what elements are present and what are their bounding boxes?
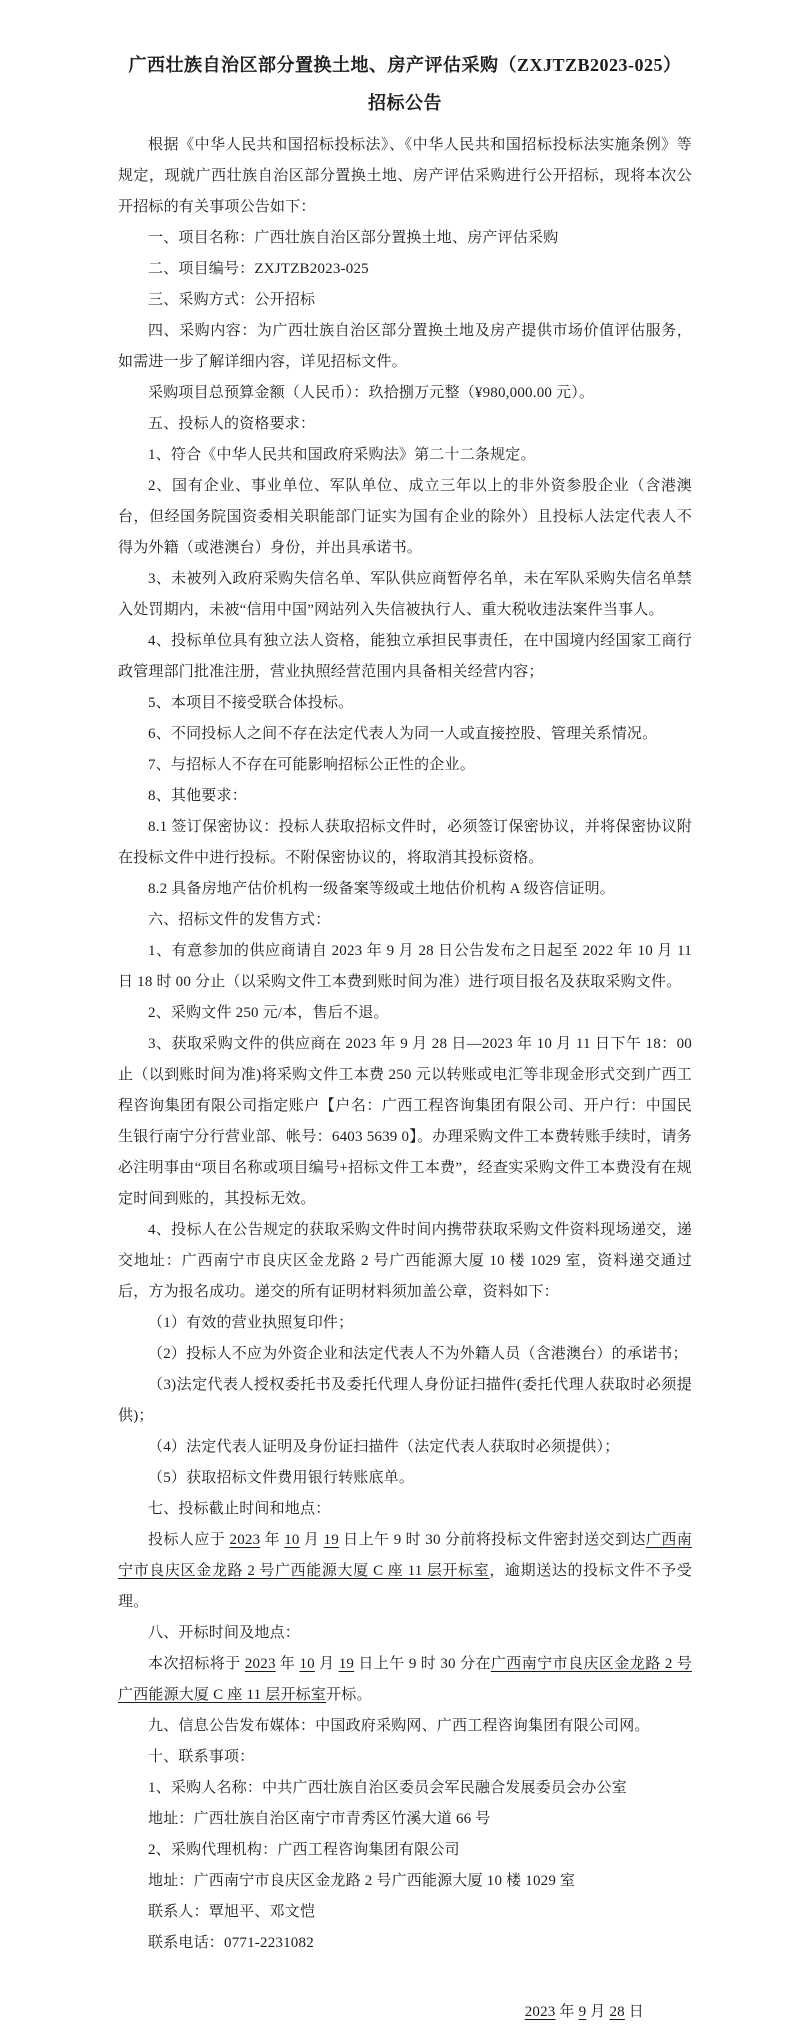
text-run: 根据《中华人民共和国招标投标法》、《中华人民共和国招标投标法实施条例》等规定，现就广西壮族自治区部分置换土地、房产评估采购进行公开招标，现将本次公开招标的有关事项公告如下： [118,137,692,215]
text-run: 1、采购人名称：中共广西壮族自治区委员会军民融合发展委员会办公室 [148,1780,627,1796]
document-title-line2: 招标公告 [368,93,442,113]
text-run: 月 [314,1656,339,1672]
paragraph [118,564,692,626]
underlined-text-run: 10 [284,1532,300,1548]
underlined-text-run: 19 [338,1656,355,1672]
paragraph [118,1339,692,1370]
text-run: （3)法定代表人授权委托书及委托代理人身份证扫描件(委托代理人获取时必须提供)； [118,1377,692,1424]
paragraph [118,1494,692,1525]
underlined-text-run: 9 [578,2004,587,2020]
paragraph [118,285,692,316]
paragraph [118,1866,692,1897]
text-run: 二、项目编号：ZXJTZB2023-025 [148,261,369,277]
document-date [118,1997,692,2028]
paragraph [118,1835,692,1866]
paragraph [118,1463,692,1494]
text-run: 2、国有企业、事业单位、军队单位、成立三年以上的非外资参股企业（含港澳台，但经国务院国资委相关职能部门证实为国有企业的除外）且投标人法定代表人不得为外籍（或港澳台）身份，并出具承诺书。 [118,478,692,556]
underlined-text-run: 2023 [244,1656,276,1672]
paragraph [118,874,692,905]
text-run: （4）法定代表人证明及身份证扫描件（法定代表人获取时必须提供）； [148,1439,620,1455]
paragraph [118,1308,692,1339]
paragraph [118,316,692,378]
text-run: ，逾期送达的投标文件不予受理。 [118,1563,692,1610]
text-run: 地址：广西壮族自治区南宁市青秀区竹溪大道 66 号 [148,1811,491,1827]
text-run: 8、其他要求： [148,788,247,804]
text-run: 4、投标单位具有独立法人资格，能独立承担民事责任，在中国境内经国家工商行政管理部门批准注册，营业执照经营范围内具备相关经营内容； [118,633,692,680]
paragraph [118,1804,692,1835]
text-run: 日上午 9 时 30 分前将投标文件密封送交到达 [338,1532,646,1548]
text-run: 七、投标截止时间和地点： [148,1501,331,1517]
underlined-text-run: 10 [299,1656,315,1672]
text-run: 本次招标将于 [148,1656,245,1672]
text-run: 一、项目名称：广西壮族自治区部分置换土地、房产评估采购 [148,230,559,246]
text-run: 7、与招标人不存在可能影响招标公正性的企业。 [148,757,475,773]
text-run: 月 [586,2004,610,2020]
paragraph [118,1618,692,1649]
paragraph [118,812,692,874]
text-run: （5）获取招标文件费用银行转账底单。 [148,1470,415,1486]
text-run: 3、未被列入政府采购失信名单、军队供应商暂停名单，未在军队采购失信名单禁入处罚期内，未被“信用中国”网站列入失信被执行人、重大税收违法案件当事人。 [118,571,692,618]
text-run: 年 [555,2004,579,2020]
text-run: 5、本项目不接受联合体投标。 [148,695,354,711]
paragraph [118,1928,692,1959]
text-run: 日 [624,2004,644,2020]
text-run: 六、招标文件的发售方式： [148,912,331,928]
underlined-text-run: 19 [323,1532,339,1548]
text-run: 开标。 [326,1687,372,1703]
paragraph [118,409,692,440]
paragraph [118,440,692,471]
paragraph [118,1711,692,1742]
text-run: 2、采购代理机构：广西工程咨询集团有限公司 [148,1842,460,1858]
text-run: 日上午 9 时 30 分在 [354,1656,491,1672]
text-run: 2、采购文件 250 元/本，售后不退。 [148,1005,389,1021]
text-run: 8.2 具备房地产估价机构一级备案等级或土地估价机构 A 级咨信证明。 [148,881,616,897]
paragraph [118,1897,692,1928]
text-run: 五、投标人的资格要求： [148,416,316,432]
text-run: 4、投标人在公告规定的获取采购文件时间内携带获取采购文件资料现场递交，递交地址：广西南宁市良庆区金龙路 2 号广西能源大厦 10 楼 1029 室，资料递交通过后，方为报名成功。递交的所有证明材料须加盖公章，资料如下： [118,1222,692,1300]
text-run: 1、有意参加的供应商请自 2023 年 9 月 28 日公告发布之日起至 2022 年 10 月 11 日 18 时 00 分止（以采购文件工本费到账时间为准）进行项目报名及获取采购文件。 [118,943,692,990]
text-run: 八、开标时间及地点： [148,1625,301,1641]
text-run: 8.1 签订保密协议：投标人获取招标文件时，必须签订保密协议，并将保密协议附在投标文件中进行投标。不附保密协议的，将取消其投标资格。 [118,819,692,866]
paragraph [118,1370,692,1432]
paragraph [118,1029,692,1215]
paragraph [118,719,692,750]
paragraph [118,998,692,1029]
text-run: （2）投标人不应为外资企业和法定代表人不为外籍人员（含港澳台）的承诺书； [148,1346,688,1362]
text-run: 九、信息公告发布媒体：中国政府采购网、广西工程咨询集团有限公司网。 [148,1718,650,1734]
underlined-text-run: 广西南宁市良庆区金龙路 2 号广西能源大厦 C 座 11 层开标室 [118,1656,692,1703]
text-run: （1）有效的营业执照复印件； [148,1315,354,1331]
paragraph [118,1742,692,1773]
text-run: 采购项目总预算金额（人民币）：玖拾捌万元整（¥980,000.00 元）。 [148,385,595,401]
text-run: 地址：广西南宁市良庆区金龙路 2 号广西能源大厦 10 楼 1029 室 [148,1873,576,1889]
paragraph [118,471,692,564]
paragraph [118,1215,692,1308]
paragraph [118,1773,692,1804]
text-run: 四、采购内容：为广西壮族自治区部分置换土地及房产提供市场价值评估服务，如需进一步了解详细内容，详见招标文件。 [118,323,692,370]
text-run: 年 [260,1532,285,1548]
underlined-text-run: 2023 [229,1532,261,1548]
text-run: 三、采购方式：公开招标 [148,292,316,308]
underlined-text-run: 2023 [524,2004,556,2020]
paragraph [118,688,692,719]
paragraph [118,130,692,223]
text-run: 月 [299,1532,324,1548]
paragraph [118,1525,692,1618]
paragraph [118,378,692,409]
text-run: 3、获取采购文件的供应商在 2023 年 9 月 28 日—2023 年 10 月 11 日下午 18：00 止（以到账时间为准)将采购文件工本费 250 元以转账或电汇等非现金形式交到广西工程咨询集团有限公司指定账户【户名：广西工程咨询集团有限公司、开户行：中国民生银行南宁分行营业部、帐号：6403 5639 0】。办理采购文件工本费转账手续时，请务必注明事由“项目名称或项目编号+招标文件工本费”，经查实采购文件工本费没有在规定时间到账的，其投标无效。 [118,1036,692,1207]
paragraph [118,750,692,781]
text-run: 十、联系事项： [148,1749,255,1765]
paragraph [118,1649,692,1711]
text-run: 6、不同投标人之间不存在法定代表人为同一人或直接控股、管理关系情况。 [148,726,658,742]
text-run: 年 [275,1656,300,1672]
paragraph [118,936,692,998]
document-title-line1: 广西壮族自治区部分置换土地、房产评估采购（ZXJTZB2023-025） [128,55,682,75]
paragraph [118,781,692,812]
underlined-text-run: 广西南宁市良庆区金龙路 2 号广西能源大厦 C 座 11 层开标室 [118,1532,692,1579]
text-run: 联系电话：0771-2231082 [148,1935,314,1951]
text-run: 1、符合《中华人民共和国政府采购法》第二十二条规定。 [148,447,536,463]
paragraph [118,626,692,688]
document-body [118,130,692,1959]
underlined-text-run: 28 [609,2004,625,2020]
paragraph [118,254,692,285]
paragraph [118,223,692,254]
paragraph [118,1432,692,1463]
text-run: 联系人：覃旭平、邓文恺 [148,1904,316,1920]
text-run: 投标人应于 [148,1532,230,1548]
paragraph [118,905,692,936]
